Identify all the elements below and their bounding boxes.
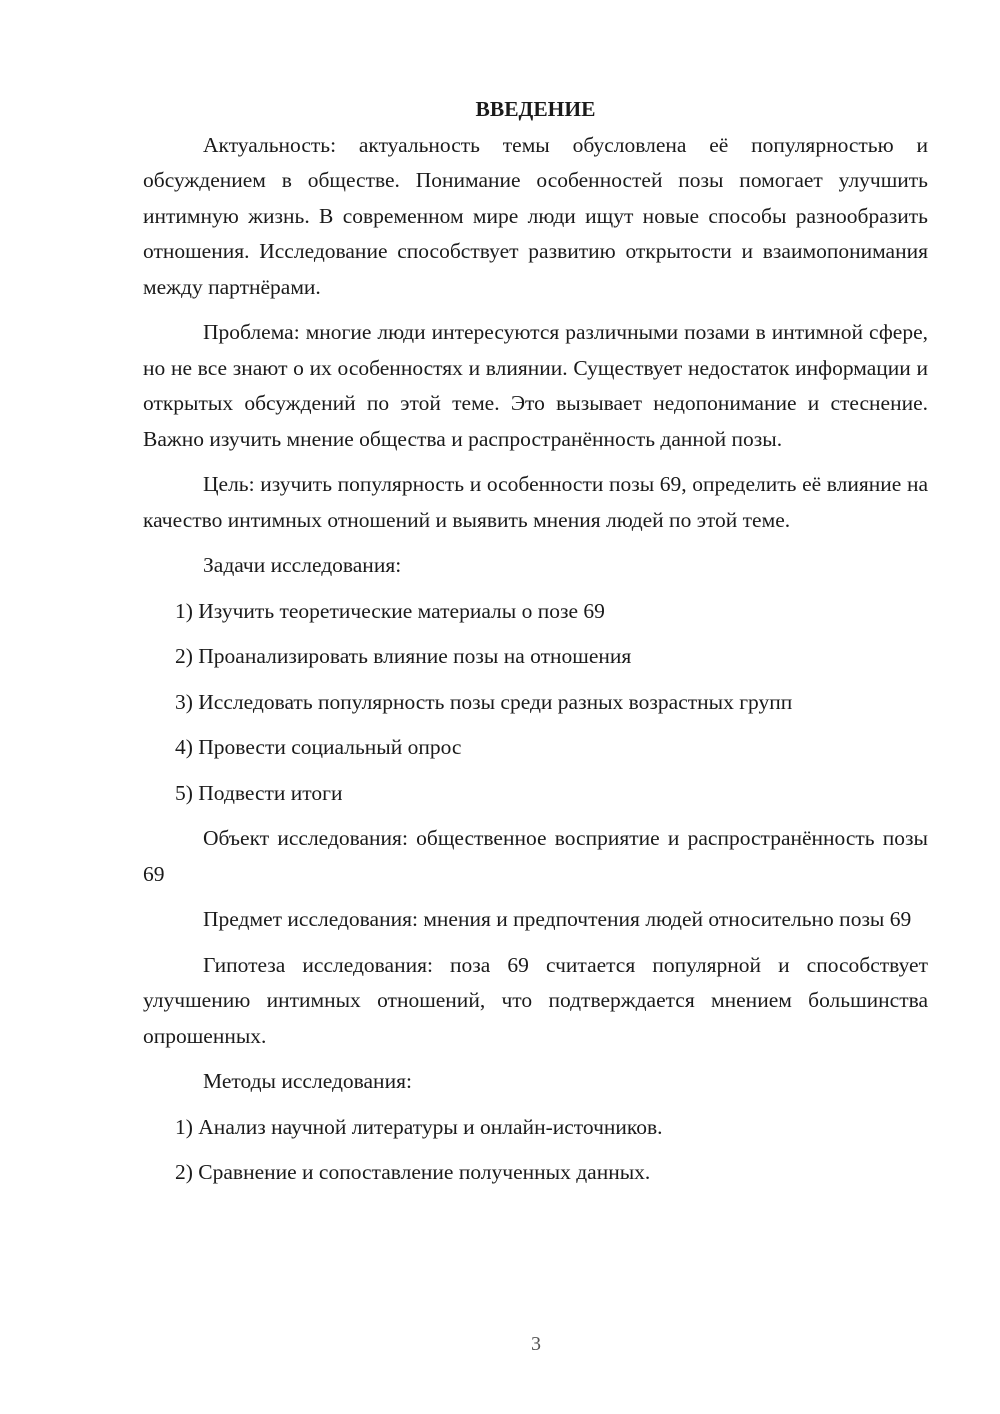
tasks-heading: Задачи исследования: bbox=[203, 553, 402, 577]
methods-list bbox=[143, 1110, 928, 1191]
task-item: 1) Изучить теоретические материалы о позе 69 bbox=[175, 598, 605, 623]
tasks-list bbox=[143, 594, 928, 812]
section-title: ВВЕДЕНИЕ bbox=[475, 97, 596, 121]
task-item: 2) Проанализировать влияние позы на отношения bbox=[175, 644, 632, 668]
method-item: 1) Анализ научной литературы и онлайн-источников. bbox=[175, 1114, 663, 1139]
task-item: 5) Подвести итоги bbox=[175, 780, 343, 805]
subject-paragraph: Предмет исследования: мнения и предпочтения людей относительно позы 69 bbox=[203, 907, 912, 931]
methods-heading: Методы исследования: bbox=[203, 1069, 412, 1093]
problem-paragraph: Проблема: многие люди интересуются различными позами в интимной сфере, но не все знают о их особенностях и влиянии. Существует недостаток информации и открытых обсуждений по этой теме. Это вызывает недопонимание и стеснение. Важно изучить мнение общества и распространённость данной позы. bbox=[143, 320, 928, 451]
hypothesis-paragraph: Гипотеза исследования: поза 69 считается популярной и способствует улучшению интимных отношений, что подтверждается мнением большинства опрошенных. bbox=[143, 952, 928, 1048]
document-page bbox=[143, 92, 928, 1201]
task-item: 4) Провести социальный опрос bbox=[175, 735, 462, 759]
method-item: 2) Сравнение и сопоставление полученных данных. bbox=[175, 1160, 651, 1184]
page-number: 3 bbox=[531, 1333, 541, 1355]
relevance-paragraph: Актуальность: актуальность темы обусловлена её популярностью и обсуждением в обществе. Понимание особенностей позы помогает улучшить интимную жизнь. В современном мире люди ищут новые способы разнообразить отношения. Исследование способствует развитию открытости и взаимопонимания между партнёрами. bbox=[143, 132, 928, 299]
goal-paragraph: Цель: изучить популярность и особенности позы 69, определить её влияние на качество интимных отношений и выявить мнения людей по этой теме. bbox=[143, 472, 928, 532]
task-item: 3) Исследовать популярность позы среди разных возрастных групп bbox=[175, 689, 793, 714]
object-paragraph: Объект исследования: общественное восприятие и распространённость позы 69 bbox=[143, 826, 928, 886]
